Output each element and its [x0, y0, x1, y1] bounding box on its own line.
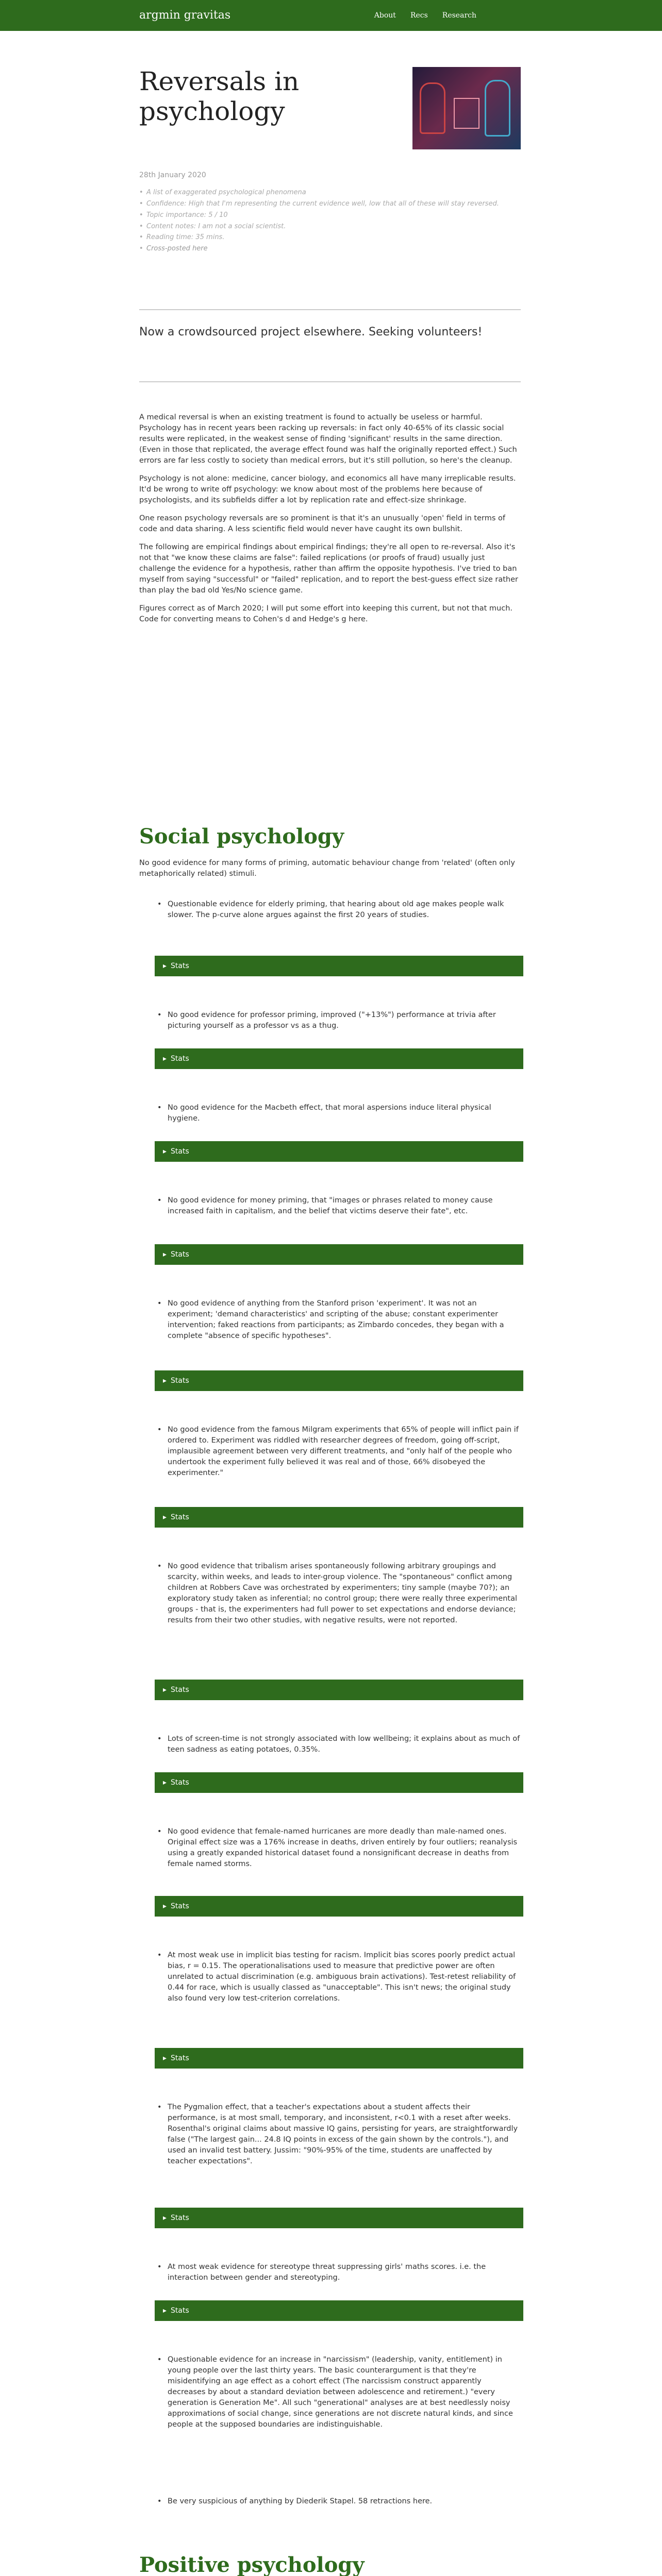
intro-para-2: Psychology is not alone: medicine, cancer biology, and economics all have many irreplicable results. It'd be wrong to write off psychology: we know about most of the problems here because of psychologists, and its subfields differ a lot by replication rate and effect-size shrinkage.	[139, 474, 516, 505]
crosspost-link[interactable]: Cross-posted here	[146, 245, 208, 253]
list-item: • Questionable evidence for elderly priming, that hearing about old age makes people walk slower. The p-curve alone argues against the first 20 years of studies.	[157, 899, 521, 921]
nav-recs[interactable]: Recs	[410, 11, 428, 20]
list-item: • No good evidence from the famous Milgram experiments that 65% of people will inflict pain if ordered to. Experiment was riddled with researcher degrees of freedom, going off-script, implausible agreement between very different treatments, and "only half of the people who undertook the experiment fully believed it was real and of those, 66% disobeyed the experimenter."	[157, 1425, 521, 1479]
main-nav	[374, 10, 476, 21]
meta-content-notes: • Content notes: I am not a social scientist.	[139, 222, 521, 232]
stats-toggle[interactable]: ▸ Stats	[155, 2208, 523, 2228]
caret-right-icon: ▸	[163, 1147, 167, 1156]
stats-toggle[interactable]: ▸ Stats	[155, 1141, 523, 1162]
crowdsource-notice: Now a crowdsourced project elsewhere. Seeking volunteers!	[139, 326, 483, 338]
stats-toggle[interactable]: ▸ Stats	[155, 1048, 523, 1069]
list-item: • No good evidence that female-named hurricanes are more deadly than male-named ones. Original effect size was a 176% increase in deaths, driven entirely by four outliers; reanalysis using a greatly expanded historical dataset found a nonsignificant decrease in deaths from female named storms.	[157, 1826, 521, 1870]
section-intro-social: No good evidence for many forms of priming, automatic behaviour change from 'related' (often only metaphorically related) stimuli.	[139, 859, 515, 878]
intro-para-4: The following are empirical findings about empirical findings; they're all open to re-reversal. Also it's not that "we know these claims are false": failed replications (or proofs of fraud) usually just challenge the evidence for a hypothesis, rather than affirm the opposite hypothesis. I've tried to ban myself from saying "successful" or "failed" replication, and to report the best-guess effect size rather than play the bad old Yes/No science game.	[139, 543, 518, 595]
post-meta-list	[139, 188, 521, 256]
list-item: • No good evidence of anything from the Stanford prison 'experiment'. It was not an experiment; 'demand characteristics' and scripting of the abuse; constant experimenter intervention; faked reactions from participants; as Zimbardo concedes, they began with a complete "absence of specific hypotheses".	[157, 1298, 521, 1342]
site-brand[interactable]: argmin gravitas	[139, 9, 231, 22]
stats-toggle[interactable]: ▸ Stats	[155, 2300, 523, 2321]
caret-right-icon: ▸	[163, 2213, 167, 2222]
caret-right-icon: ▸	[163, 2054, 167, 2062]
meta-summary: • A list of exaggerated psychological phenomena	[139, 188, 521, 198]
section-heading-positive: Positive psychology	[139, 2553, 365, 2576]
meta-importance: • Topic importance: 5 / 10	[139, 211, 521, 221]
stats-toggle[interactable]: ▸ Stats	[155, 1507, 523, 1528]
post-date: 28th January 2020	[139, 171, 206, 179]
meta-crosspost	[139, 244, 521, 254]
list-item: • No good evidence for professor priming, improved ("+13%") performance at trivia after picturing yourself as a professor vs as a thug.	[157, 1010, 521, 1031]
stats-toggle[interactable]: ▸ Stats	[155, 1370, 523, 1391]
list-item: • Lots of screen-time is not strongly associated with low wellbeing; it explains about as much of teen sadness as eating potatoes, 0.35%.	[157, 1734, 521, 1755]
caret-right-icon: ▸	[163, 1376, 167, 1385]
list-item: • Be very suspicious of anything by Diederik Stapel. 58 retractions here.	[157, 2496, 521, 2507]
nav-about[interactable]: About	[374, 11, 396, 20]
list-item: • No good evidence for money priming, that "images or phrases related to money cause increased faith in capitalism, and the belief that victims deserve their fate", etc.	[157, 1195, 521, 1217]
title-block	[139, 67, 521, 149]
caret-right-icon: ▸	[163, 1902, 167, 1910]
list-item: • At most weak use in implicit bias testing for racism. Implicit bias scores poorly predict actual bias, r = 0.15. The operationalisations used to measure that predictive power are often unrelated to actual discrimination (e.g. ambiguous brain activations). Test-retest reliability of 0.44 for race, which is usually classed as "unacceptable". This isn't news; the original study also found very low test-criterion correlations.	[157, 1950, 521, 2004]
intro-para-1: A medical reversal is when an existing treatment is found to actually be useless or harmful. Psychology has in recent years been racking up reversals: in fact only 40-65% of its classic social results were replicated, in the weakest sense of finding 'significant' results in the same direction. (Even in those that replicated, the average effect found was half the originally reported effect.) Such errors are far less costly to society than medical errors, but it's still pollution, so here's the cleanup.	[139, 413, 517, 465]
caret-right-icon: ▸	[163, 1054, 167, 1063]
caret-right-icon: ▸	[163, 961, 167, 970]
list-item: • The Pygmalion effect, that a teacher's expectations about a student affects their performance, is at most small, temporary, and inconsistent, r<0.1 with a reset after weeks. Rosenthal's original claims about massive IQ gains, persisting for years, are straightforwardly false ("The largest gain... 24.8 IQ points in excess of the gain shown by the controls."), and used an invalid test battery. Jussim: "90%-95% of the time, students are unaffected by teacher expectations".	[157, 2102, 521, 2167]
intro-para-5: Figures correct as of March 2020; I will put some effort into keeping this current, but not that much.	[139, 604, 513, 613]
caret-right-icon: ▸	[163, 2306, 167, 2315]
caret-right-icon: ▸	[163, 1513, 167, 1521]
caret-right-icon: ▸	[163, 1778, 167, 1787]
caret-right-icon: ▸	[163, 1685, 167, 1694]
top-nav-bar	[0, 0, 662, 31]
divider	[139, 381, 521, 382]
stats-toggle[interactable]: ▸ Stats	[155, 2048, 523, 2069]
nav-research[interactable]: Research	[442, 11, 476, 20]
list-item: • At most weak evidence for stereotype threat suppressing girls' maths scores. i.e. the interaction between gender and stereotyping.	[157, 2262, 521, 2283]
intro-text	[139, 412, 521, 632]
section-heading-social: Social psychology	[139, 824, 344, 849]
list-item: • No good evidence that tribalism arises spontaneously following arbitrary groupings and scarcity, within weeks, and leads to inter-group violence. The "spontaneous" conflict among children at Robbers Cave was orchestrated by experimenters; tiny sample (maybe 70?); an exploratory study taken as inferential; no control group; there were really three experimental groups - that is, the experimenters had full power to set expectations and endorse deviance; results from their two other studies, with negative results, were not reported.	[157, 1561, 521, 1626]
stats-toggle[interactable]: ▸ Stats	[155, 1896, 523, 1917]
stats-toggle[interactable]: ▸ Stats	[155, 1680, 523, 1700]
page-title: Reversals in psychology	[139, 66, 300, 126]
list-item: • No good evidence for the Macbeth effect, that moral aspersions induce literal physical hygiene.	[157, 1103, 521, 1124]
meta-confidence: • Confidence: High that I'm representing the current evidence well, low that all of these will stay reversed.	[139, 199, 521, 209]
hero-image	[412, 67, 521, 149]
intro-para-6: Code for converting means to Cohen's d and Hedge's g here.	[139, 615, 368, 624]
meta-reading-time: • Reading time: 35 mins.	[139, 233, 521, 243]
intro-para-3: One reason psychology reversals are so prominent is that it's an unusually 'open' field in terms of code and data sharing. A less scientific field would never have caught its own bullshit.	[139, 514, 506, 534]
stats-toggle[interactable]: ▸ Stats	[155, 956, 523, 976]
stats-toggle[interactable]: ▸ Stats	[155, 1244, 523, 1265]
caret-right-icon: ▸	[163, 1250, 167, 1259]
stats-toggle[interactable]: ▸ Stats	[155, 1772, 523, 1793]
list-item: • Questionable evidence for an increase in "narcissism" (leadership, vanity, entitlement) in young people over the last thirty years. The basic counterargument is that they're misidentifying an age effect as a cohort effect (The narcissism construct apparently decreases by about a standard deviation between adolescence and retirement.) "every generation is Generation Me". All such "generational" analyses are at best needlessly noisy approximations of social change, since generations are not discrete natural kinds, and since people at the supposed boundaries are indistinguishable.	[157, 2354, 521, 2430]
divider	[139, 309, 521, 310]
